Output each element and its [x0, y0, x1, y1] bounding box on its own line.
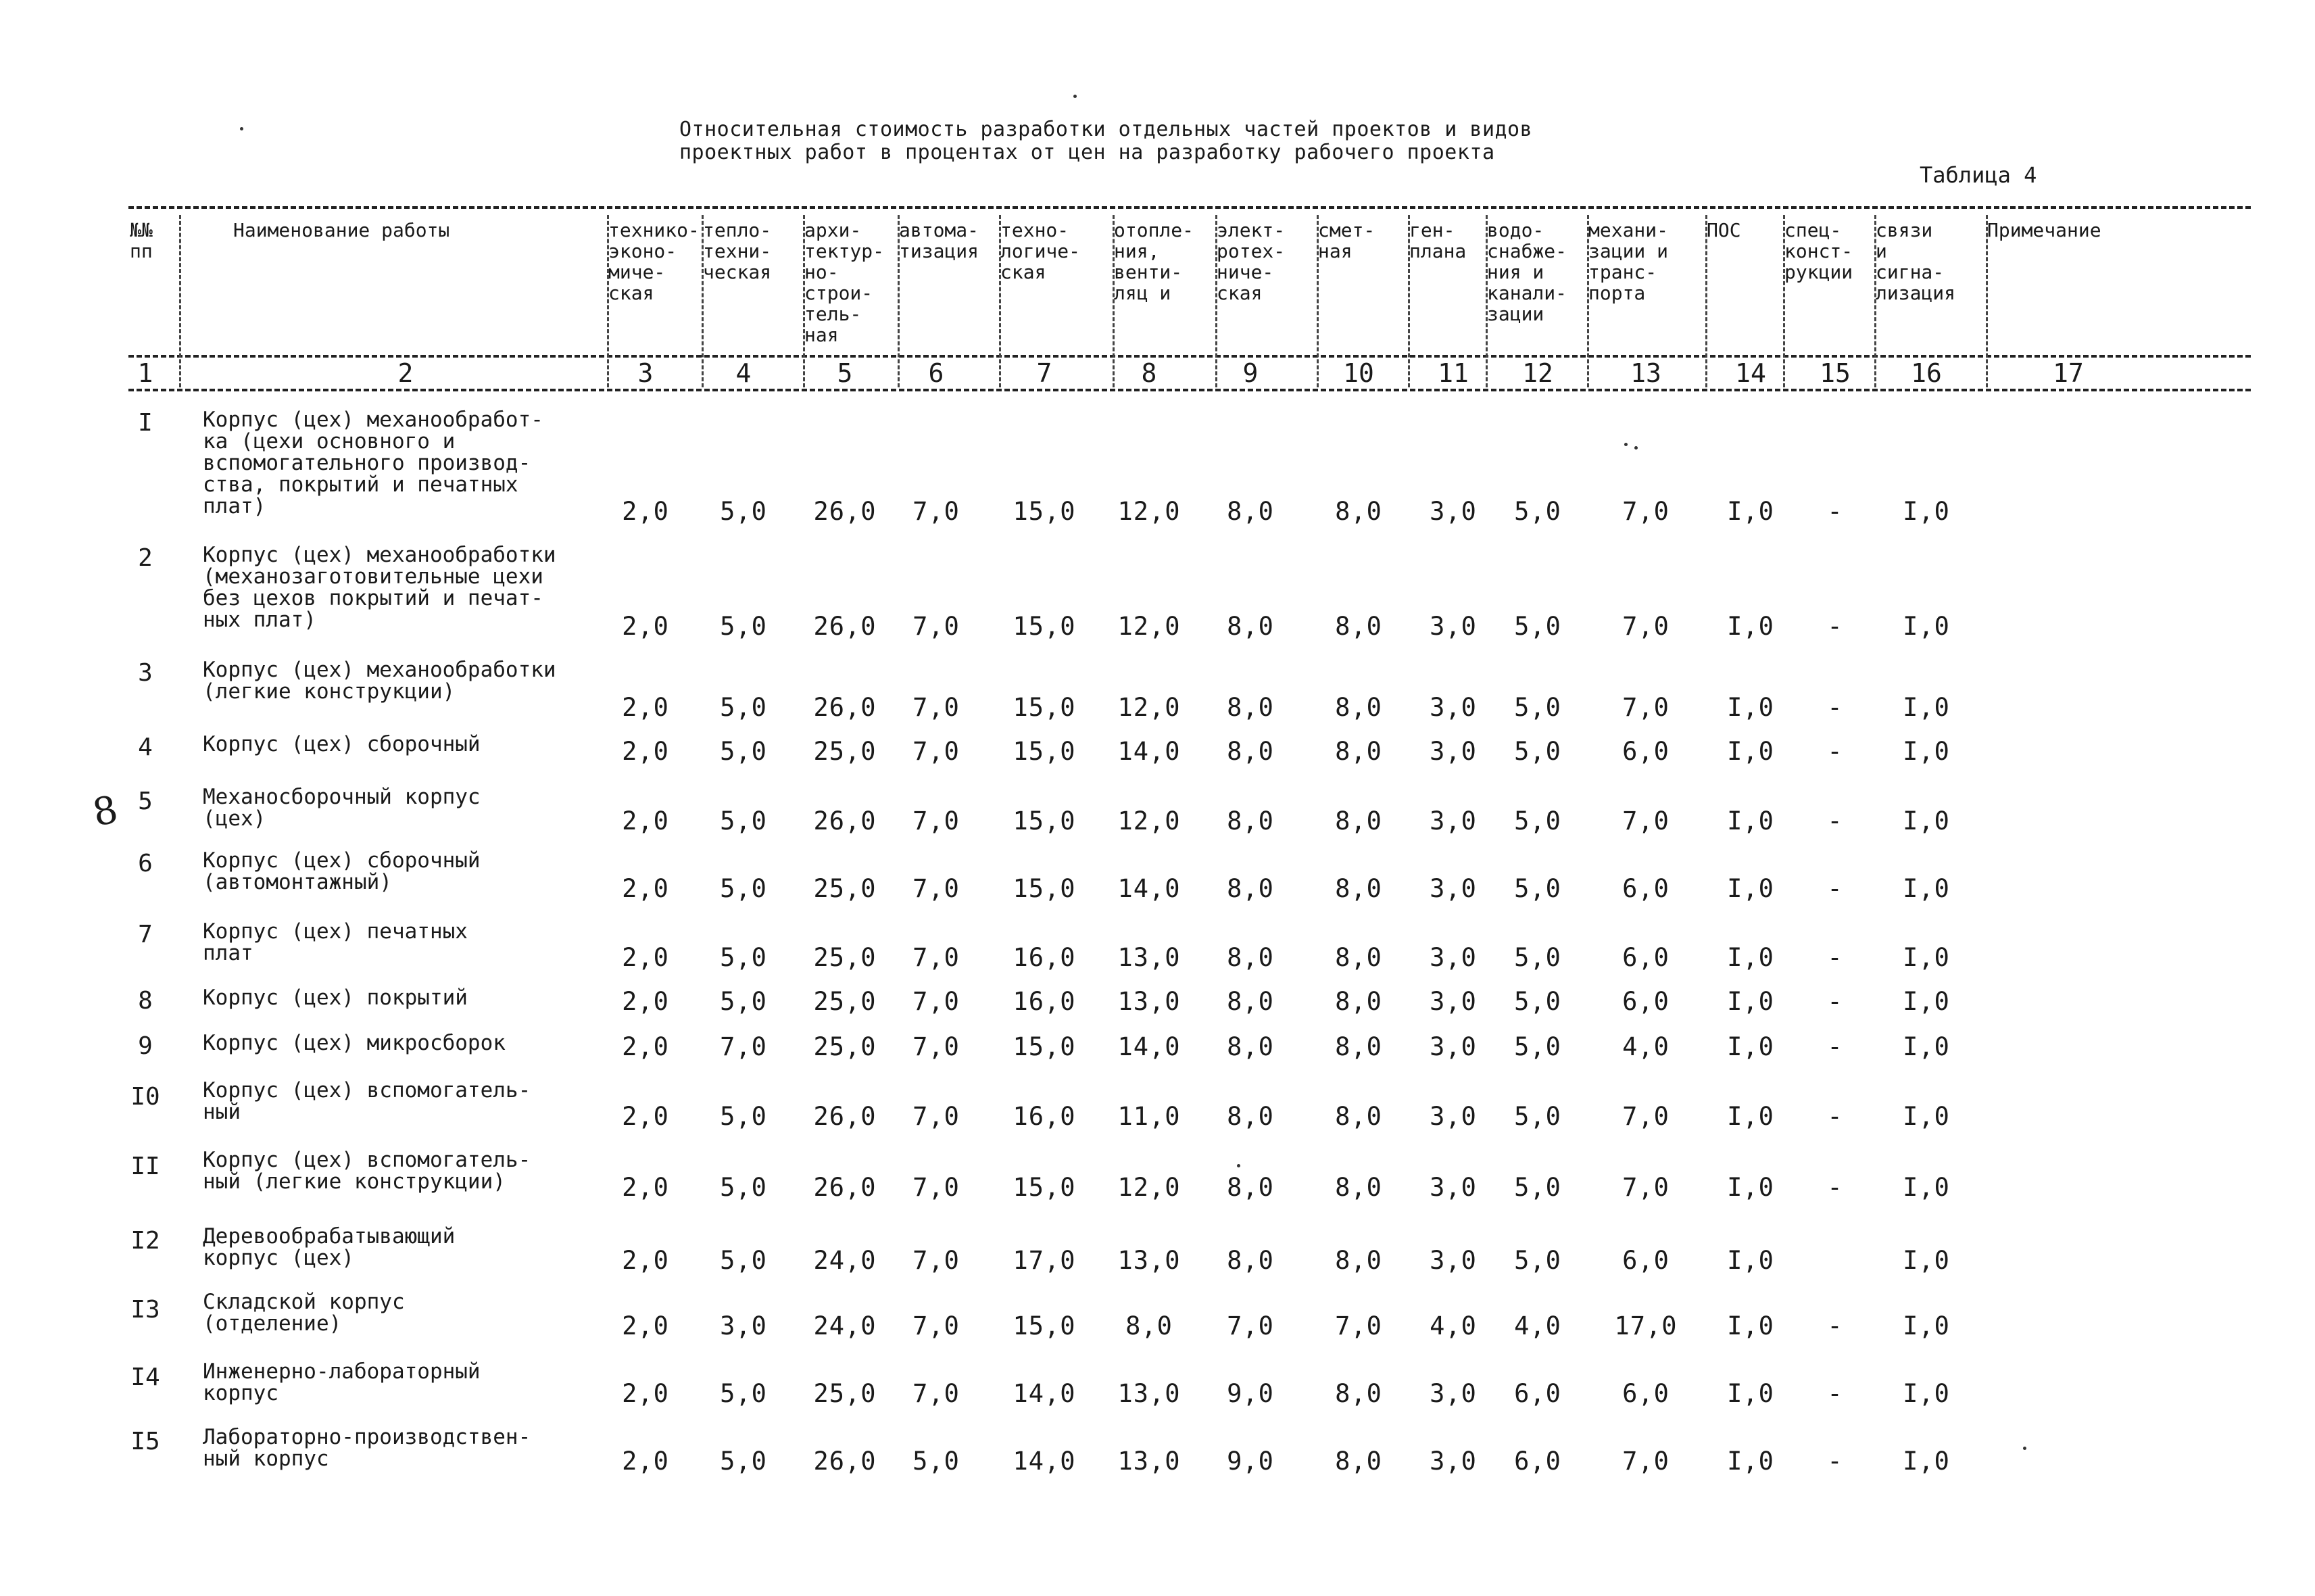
cell-col-10: 8,0 [1335, 737, 1382, 766]
cell-col-3: 2,0 [622, 943, 669, 972]
cell-col-6: 7,0 [912, 737, 960, 766]
cell-col-13: 4,0 [1622, 1032, 1670, 1061]
cell-col-15: - [1827, 1447, 1843, 1476]
cell-col-7: 14,0 [1013, 1379, 1076, 1408]
cell-col-15: - [1827, 1379, 1843, 1408]
handwritten-page-mark: 8 [89, 788, 122, 836]
cell-col-9: 8,0 [1227, 1246, 1274, 1275]
cell-col-15: - [1827, 497, 1843, 526]
cell-col-9: 8,0 [1227, 1032, 1274, 1061]
cell-col-3: 2,0 [622, 497, 669, 526]
row-work-name: Корпус (цех) сборочный [203, 732, 481, 756]
cell-col-15: - [1827, 1032, 1843, 1061]
column-divider [1874, 215, 1876, 387]
cell-col-15: - [1827, 1311, 1843, 1340]
cell-col-9: 8,0 [1227, 1102, 1274, 1131]
column-number-7: 7 [1036, 358, 1052, 388]
column-header-9: элект- ротех- ниче- ская [1217, 220, 1286, 304]
column-divider [898, 215, 900, 387]
cell-col-3: 2,0 [622, 693, 669, 722]
column-number-3: 3 [637, 358, 654, 388]
cell-col-16: I,0 [1903, 874, 1950, 903]
cell-col-8: 12,0 [1117, 1173, 1181, 1202]
cell-col-10: 8,0 [1335, 987, 1382, 1016]
cell-col-6: 7,0 [912, 612, 960, 641]
cell-col-4: 5,0 [720, 806, 767, 836]
column-number-9: 9 [1242, 358, 1259, 388]
cell-col-8: 13,0 [1117, 943, 1181, 972]
cell-col-10: 8,0 [1335, 943, 1382, 972]
cell-col-13: 7,0 [1622, 497, 1670, 526]
cell-col-11: 3,0 [1430, 1447, 1477, 1476]
cell-col-3: 2,0 [622, 806, 669, 836]
column-divider [803, 215, 805, 387]
cell-col-15: - [1827, 693, 1843, 722]
cell-col-10: 8,0 [1335, 1102, 1382, 1131]
cell-col-9: 7,0 [1227, 1311, 1274, 1340]
cell-col-4: 5,0 [720, 987, 767, 1016]
cell-col-13: 6,0 [1622, 1379, 1670, 1408]
column-number-1: 1 [137, 358, 153, 388]
cell-col-5: 26,0 [813, 693, 877, 722]
cell-col-7: 15,0 [1013, 497, 1076, 526]
cell-col-15: - [1827, 943, 1843, 972]
cell-col-6: 7,0 [912, 874, 960, 903]
cell-col-11: 3,0 [1430, 943, 1477, 972]
cell-col-3: 2,0 [622, 1311, 669, 1340]
cell-col-4: 5,0 [720, 1102, 767, 1131]
column-header-4: тепло- техни- ческая [703, 220, 772, 283]
cell-col-12: 6,0 [1514, 1379, 1561, 1408]
row-work-name: Корпус (цех) микросборок [203, 1031, 506, 1055]
cell-col-10: 7,0 [1335, 1311, 1382, 1340]
cell-col-16: I,0 [1903, 1246, 1950, 1275]
column-number-16: 16 [1911, 358, 1942, 388]
cell-col-3: 2,0 [622, 1246, 669, 1275]
cell-col-6: 7,0 [912, 987, 960, 1016]
cell-col-14: I,0 [1727, 1173, 1774, 1202]
cell-col-9: 8,0 [1227, 874, 1274, 903]
cell-col-9: 9,0 [1227, 1447, 1274, 1476]
cell-col-8: 14,0 [1117, 874, 1181, 903]
cell-col-14: I,0 [1727, 1379, 1774, 1408]
column-number-8: 8 [1141, 358, 1157, 388]
cell-col-11: 4,0 [1430, 1311, 1477, 1340]
cell-col-12: 4,0 [1514, 1311, 1561, 1340]
cell-col-4: 5,0 [720, 612, 767, 641]
cell-col-9: 8,0 [1227, 806, 1274, 836]
cell-col-12: 5,0 [1514, 1246, 1561, 1275]
column-number-13: 13 [1630, 358, 1661, 388]
cell-col-16: I,0 [1903, 806, 1950, 836]
cell-col-14: I,0 [1727, 874, 1774, 903]
column-header-7: техно- логиче- ская [1000, 220, 1081, 283]
row-work-name: Деревообрабатывающий корпус (цех) [203, 1224, 456, 1270]
row-work-name: Механосборочный корпус (цех) [203, 785, 481, 831]
cell-col-14: I,0 [1727, 1032, 1774, 1061]
column-divider [1215, 215, 1217, 387]
cell-col-13: 17,0 [1614, 1311, 1678, 1340]
cell-col-12: 5,0 [1514, 1032, 1561, 1061]
cell-col-4: 5,0 [720, 943, 767, 972]
column-number-4: 4 [735, 358, 752, 388]
cell-col-8: 12,0 [1117, 497, 1181, 526]
cell-col-16: I,0 [1903, 1102, 1950, 1131]
cell-col-7: 16,0 [1013, 987, 1076, 1016]
column-header-12: водо- снабже- ния и канали- зации [1487, 220, 1567, 324]
cell-col-6: 5,0 [912, 1447, 960, 1476]
column-header-1: №№ пп [130, 220, 153, 262]
row-number: I [138, 409, 153, 437]
cell-col-14: I,0 [1727, 1246, 1774, 1275]
cell-col-11: 3,0 [1430, 1379, 1477, 1408]
cell-col-9: 8,0 [1227, 737, 1274, 766]
row-number: 4 [138, 733, 153, 761]
column-number-2: 2 [397, 358, 414, 388]
cell-col-5: 25,0 [813, 943, 877, 972]
cell-col-8: 13,0 [1117, 1246, 1181, 1275]
cell-col-6: 7,0 [912, 1173, 960, 1202]
cell-col-5: 25,0 [813, 1032, 877, 1061]
cell-col-10: 8,0 [1335, 1173, 1382, 1202]
cell-col-8: 13,0 [1117, 1379, 1181, 1408]
cell-col-13: 6,0 [1622, 874, 1670, 903]
cell-col-16: I,0 [1903, 497, 1950, 526]
cell-col-9: 8,0 [1227, 987, 1274, 1016]
cell-col-3: 2,0 [622, 1447, 669, 1476]
row-work-name: Инженерно-лабораторный корпус [203, 1359, 481, 1405]
cell-col-5: 26,0 [813, 1102, 877, 1131]
cell-col-16: I,0 [1903, 1379, 1950, 1408]
column-header-13: механи- зации и транс- порта [1588, 220, 1669, 304]
column-divider [1113, 215, 1115, 387]
cell-col-15: - [1827, 987, 1843, 1016]
cell-col-16: I,0 [1903, 737, 1950, 766]
cell-col-10: 8,0 [1335, 874, 1382, 903]
cell-col-11: 3,0 [1430, 693, 1477, 722]
row-work-name: Корпус (цех) сборочный (автомонтажный) [203, 848, 481, 894]
cell-col-7: 16,0 [1013, 943, 1076, 972]
cell-col-6: 7,0 [912, 693, 960, 722]
cell-col-15: - [1827, 1102, 1843, 1131]
column-header-17: Примечание [1987, 220, 2101, 241]
cell-col-8: 12,0 [1117, 806, 1181, 836]
cell-col-6: 7,0 [912, 1102, 960, 1131]
row-number: 3 [138, 659, 153, 687]
cell-col-8: 14,0 [1117, 737, 1181, 766]
cell-col-16: I,0 [1903, 987, 1950, 1016]
cell-col-5: 26,0 [813, 1447, 877, 1476]
cell-col-7: 16,0 [1013, 1102, 1076, 1131]
row-number: 7 [138, 921, 153, 948]
cell-col-15: - [1827, 612, 1843, 641]
cell-col-7: 15,0 [1013, 806, 1076, 836]
cell-col-7: 17,0 [1013, 1246, 1076, 1275]
cell-col-8: 11,0 [1117, 1102, 1181, 1131]
cell-col-10: 8,0 [1335, 1246, 1382, 1275]
row-work-name: Корпус (цех) механообработ- ка (цехи основного и вспомогательного производ- ства, покрытий и печатных плат) [203, 408, 543, 518]
row-number: 9 [138, 1032, 153, 1060]
cell-col-16: I,0 [1903, 943, 1950, 972]
cell-col-8: 13,0 [1117, 1447, 1181, 1476]
column-divider [1705, 215, 1707, 387]
cell-col-4: 5,0 [720, 1173, 767, 1202]
cell-col-13: 6,0 [1622, 1246, 1670, 1275]
cell-col-11: 3,0 [1430, 497, 1477, 526]
table-title: Относительная стоимость разработки отдельных частей проектов и видов проектных работ в процентах от цен на разработку рабочего проекта [679, 118, 1533, 164]
cell-col-12: 6,0 [1514, 1447, 1561, 1476]
cell-col-16: I,0 [1903, 1447, 1950, 1476]
column-divider [1408, 215, 1410, 387]
column-header-11: ген- плана [1409, 220, 1467, 262]
cell-col-8: 14,0 [1117, 1032, 1181, 1061]
column-number-6: 6 [928, 358, 944, 388]
cell-col-13: 7,0 [1622, 1102, 1670, 1131]
cell-col-14: I,0 [1727, 1447, 1774, 1476]
cell-col-5: 25,0 [813, 987, 877, 1016]
cell-col-3: 2,0 [622, 1032, 669, 1061]
cell-col-5: 25,0 [813, 1379, 877, 1408]
column-divider [1986, 215, 1988, 387]
cell-col-12: 5,0 [1514, 1173, 1561, 1202]
cell-col-4: 5,0 [720, 693, 767, 722]
cell-col-5: 26,0 [813, 497, 877, 526]
cell-col-6: 7,0 [912, 1379, 960, 1408]
header-top-rule [128, 206, 2251, 209]
cell-col-6: 7,0 [912, 1311, 960, 1340]
cell-col-6: 7,0 [912, 497, 960, 526]
cell-col-8: 13,0 [1117, 987, 1181, 1016]
cell-col-4: 7,0 [720, 1032, 767, 1061]
cell-col-3: 2,0 [622, 1173, 669, 1202]
cell-col-14: I,0 [1727, 943, 1774, 972]
cell-col-9: 9,0 [1227, 1379, 1274, 1408]
cell-col-11: 3,0 [1430, 806, 1477, 836]
cell-col-11: 3,0 [1430, 987, 1477, 1016]
column-header-16: связи и сигна- лизация [1876, 220, 1956, 304]
cell-col-13: 7,0 [1622, 1173, 1670, 1202]
cell-col-7: 15,0 [1013, 874, 1076, 903]
cell-col-4: 5,0 [720, 874, 767, 903]
row-work-name: Корпус (цех) механообработки (легкие конструкции) [203, 658, 556, 704]
cell-col-11: 3,0 [1430, 1246, 1477, 1275]
cell-col-13: 7,0 [1622, 693, 1670, 722]
cell-col-3: 2,0 [622, 987, 669, 1016]
row-number: II [130, 1153, 160, 1180]
column-header-2: Наименование работы [233, 220, 450, 241]
cell-col-3: 2,0 [622, 874, 669, 903]
cell-col-4: 5,0 [720, 497, 767, 526]
cell-col-5: 26,0 [813, 806, 877, 836]
cell-col-12: 5,0 [1514, 612, 1561, 641]
cell-col-3: 2,0 [622, 1102, 669, 1131]
cell-col-5: 25,0 [813, 874, 877, 903]
cell-col-8: 12,0 [1117, 612, 1181, 641]
row-work-name: Корпус (цех) печатных плат [203, 919, 468, 965]
header-bottom-rule [128, 389, 2251, 391]
header-mid-rule [128, 355, 2251, 358]
cell-col-12: 5,0 [1514, 943, 1561, 972]
table-number-label: Таблица 4 [1920, 162, 2037, 188]
cell-col-7: 15,0 [1013, 1032, 1076, 1061]
column-header-8: отопле- ния, венти- ляц и [1114, 220, 1194, 304]
cell-col-12: 5,0 [1514, 1102, 1561, 1131]
cell-col-10: 8,0 [1335, 612, 1382, 641]
cell-col-4: 5,0 [720, 737, 767, 766]
column-header-5: архи- тектур- но- строи- тель- ная [804, 220, 885, 345]
cell-col-13: 6,0 [1622, 943, 1670, 972]
cell-col-6: 7,0 [912, 1246, 960, 1275]
row-work-name: Корпус (цех) вспомогатель- ный (легкие конструкции) [203, 1148, 531, 1194]
row-number: 6 [138, 850, 153, 877]
cell-col-11: 3,0 [1430, 1102, 1477, 1131]
cell-col-5: 26,0 [813, 612, 877, 641]
cell-col-11: 3,0 [1430, 737, 1477, 766]
column-divider [999, 215, 1001, 387]
column-divider [1317, 215, 1319, 387]
row-number: I4 [130, 1363, 160, 1391]
row-number: I2 [130, 1227, 160, 1255]
cell-col-10: 8,0 [1335, 806, 1382, 836]
cell-col-7: 15,0 [1013, 1173, 1076, 1202]
cell-col-13: 7,0 [1622, 612, 1670, 641]
cell-col-10: 8,0 [1335, 693, 1382, 722]
column-number-11: 11 [1438, 358, 1469, 388]
column-number-12: 12 [1522, 358, 1553, 388]
cell-col-12: 5,0 [1514, 874, 1561, 903]
column-header-10: смет- ная [1318, 220, 1375, 262]
cell-col-3: 2,0 [622, 612, 669, 641]
column-divider [1587, 215, 1589, 387]
cell-col-10: 8,0 [1335, 497, 1382, 526]
cell-col-12: 5,0 [1514, 806, 1561, 836]
column-header-14: ПОС [1707, 220, 1741, 241]
row-number: I3 [130, 1296, 160, 1324]
cell-col-15: - [1827, 806, 1843, 836]
cell-col-13: 7,0 [1622, 1447, 1670, 1476]
row-work-name: Корпус (цех) вспомогатель- ный [203, 1078, 531, 1124]
cell-col-5: 24,0 [813, 1246, 877, 1275]
cell-col-7: 14,0 [1013, 1447, 1076, 1476]
cell-col-16: I,0 [1903, 1032, 1950, 1061]
column-header-6: автома- тизация [899, 220, 979, 262]
cell-col-14: I,0 [1727, 987, 1774, 1016]
row-number: I5 [130, 1428, 160, 1455]
cell-col-11: 3,0 [1430, 612, 1477, 641]
cell-col-4: 5,0 [720, 1447, 767, 1476]
cell-col-5: 24,0 [813, 1311, 877, 1340]
column-header-15: спец- конст- рукции [1784, 220, 1853, 283]
cell-col-14: I,0 [1727, 806, 1774, 836]
column-number-14: 14 [1735, 358, 1766, 388]
cell-col-6: 7,0 [912, 943, 960, 972]
cell-col-13: 6,0 [1622, 987, 1670, 1016]
row-work-name: Корпус (цех) покрытий [203, 986, 468, 1010]
cell-col-5: 25,0 [813, 737, 877, 766]
cell-col-11: 3,0 [1430, 874, 1477, 903]
column-number-15: 15 [1820, 358, 1851, 388]
cell-col-12: 5,0 [1514, 497, 1561, 526]
column-number-17: 17 [2053, 358, 2084, 388]
cell-col-15: - [1827, 1173, 1843, 1202]
cell-col-5: 26,0 [813, 1173, 877, 1202]
cell-col-10: 8,0 [1335, 1379, 1382, 1408]
cell-col-9: 8,0 [1227, 612, 1274, 641]
row-work-name: Корпус (цех) механообработки (механозаготовительные цехи без цехов покрытий и печат- ных плат) [203, 543, 556, 632]
column-divider [1783, 215, 1785, 387]
cell-col-7: 15,0 [1013, 1311, 1076, 1340]
cell-col-9: 8,0 [1227, 943, 1274, 972]
cell-col-9: 8,0 [1227, 693, 1274, 722]
cell-col-7: 15,0 [1013, 693, 1076, 722]
cell-col-8: 12,0 [1117, 693, 1181, 722]
row-number: 5 [138, 788, 153, 815]
cell-col-11: 3,0 [1430, 1173, 1477, 1202]
column-divider [1486, 215, 1488, 387]
row-work-name: Лабораторно-производствен- ный корпус [203, 1425, 531, 1471]
cell-col-14: I,0 [1727, 693, 1774, 722]
column-divider [702, 215, 704, 387]
cell-col-16: I,0 [1903, 1311, 1950, 1340]
cell-col-16: I,0 [1903, 693, 1950, 722]
column-header-3: технико- эконо- миче- ская [608, 220, 700, 304]
row-number: 8 [138, 987, 153, 1015]
column-number-5: 5 [837, 358, 853, 388]
cell-col-9: 8,0 [1227, 1173, 1274, 1202]
cell-col-7: 15,0 [1013, 612, 1076, 641]
cell-col-12: 5,0 [1514, 987, 1561, 1016]
cell-col-14: I,0 [1727, 737, 1774, 766]
row-number: I0 [130, 1083, 160, 1111]
cell-col-16: I,0 [1903, 1173, 1950, 1202]
cell-col-14: I,0 [1727, 497, 1774, 526]
column-number-10: 10 [1343, 358, 1374, 388]
row-work-name: Складской корпус (отделение) [203, 1290, 405, 1336]
cell-col-6: 7,0 [912, 1032, 960, 1061]
cell-col-8: 8,0 [1125, 1311, 1173, 1340]
cell-col-15: - [1827, 874, 1843, 903]
cell-col-10: 8,0 [1335, 1032, 1382, 1061]
cell-col-12: 5,0 [1514, 737, 1561, 766]
column-divider [607, 215, 609, 387]
cell-col-3: 2,0 [622, 1379, 669, 1408]
row-number: 2 [138, 544, 153, 572]
cell-col-4: 5,0 [720, 1246, 767, 1275]
cell-col-16: I,0 [1903, 612, 1950, 641]
cell-col-15: - [1827, 737, 1843, 766]
cell-col-4: 5,0 [720, 1379, 767, 1408]
column-divider [179, 215, 181, 387]
cell-col-14: I,0 [1727, 1311, 1774, 1340]
cell-col-13: 7,0 [1622, 806, 1670, 836]
cell-col-3: 2,0 [622, 737, 669, 766]
cell-col-6: 7,0 [912, 806, 960, 836]
cell-col-14: I,0 [1727, 612, 1774, 641]
cell-col-14: I,0 [1727, 1102, 1774, 1131]
cell-col-13: 6,0 [1622, 737, 1670, 766]
cell-col-11: 3,0 [1430, 1032, 1477, 1061]
cell-col-4: 3,0 [720, 1311, 767, 1340]
cell-col-12: 5,0 [1514, 693, 1561, 722]
cell-col-9: 8,0 [1227, 497, 1274, 526]
cell-col-7: 15,0 [1013, 737, 1076, 766]
cell-col-10: 8,0 [1335, 1447, 1382, 1476]
